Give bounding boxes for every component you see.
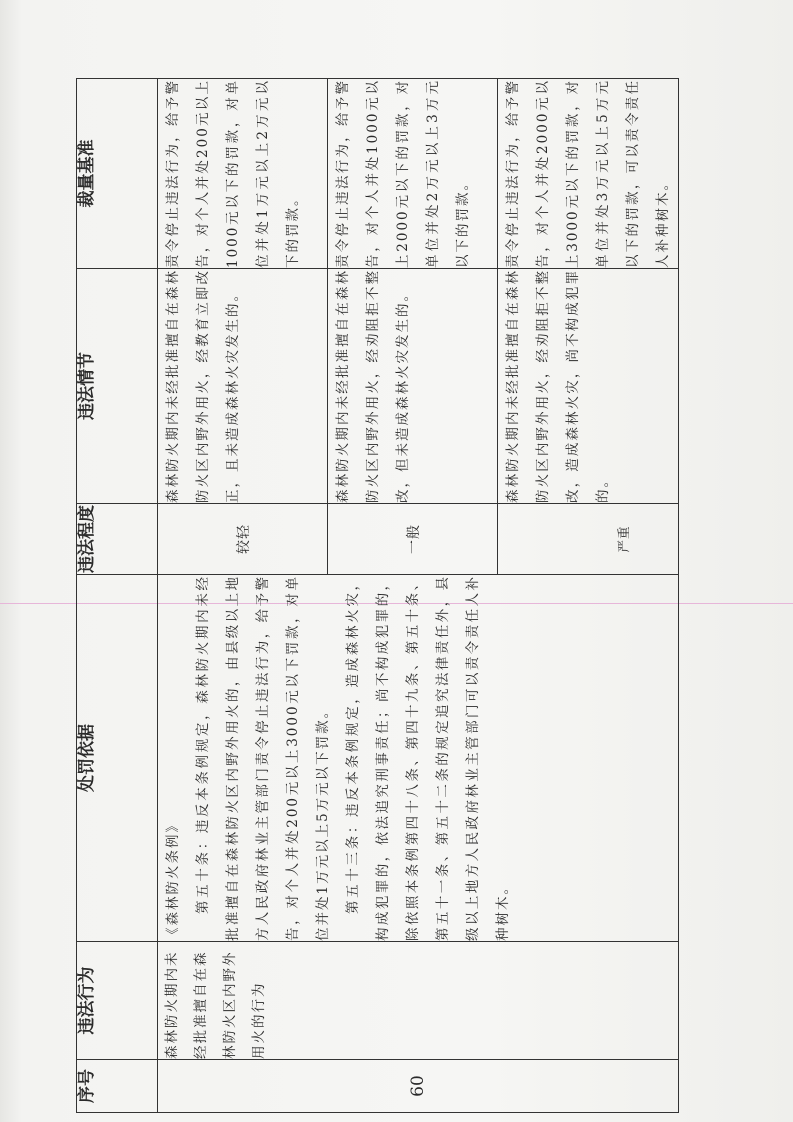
situation-general: 森林防火期内未经批准擅自在森林防火区内野外用火，经劝阻拒不整改，但未造成森林火灾发生的。 — [328, 269, 498, 504]
header-situation: 违法情节 — [77, 269, 158, 504]
penalty-discretion-table — [76, 78, 679, 1113]
law-title: 《森林防火条例》 — [165, 817, 181, 941]
rotated-table-container — [76, 79, 671, 1113]
situation-severe: 森林防火期内未经批准擅自在森林防火区内野外用火，经劝阻拒不整改，造成森林火灾，尚不构成犯罪的。 — [498, 269, 679, 504]
standard-severe: 责令停止违法行为，给予警告，对个人并处2000元以上3000元以下的罚款，对单位并处3万元以上5万元以下的罚款，可以责令责任人补种树木。 — [498, 79, 679, 269]
degree-severe-cell — [498, 504, 679, 575]
header-seq: 序号 — [77, 1060, 158, 1113]
degree-general: 一般 — [328, 504, 498, 575]
standard-general: 责令停止违法行为，给予警告，对个人并处1000元以上2000元以下的罚款，对单位并处2万元以上3万元以下的罚款。 — [328, 79, 498, 269]
header-row — [77, 79, 158, 1113]
degree-severe: 严重 — [616, 525, 631, 553]
situation-minor: 森林防火期内未经批准擅自在森林防火区内野外用火，经教育立即改正，且未造成森林火灾发生的。 — [158, 269, 328, 504]
penalty-basis-cell — [158, 575, 679, 942]
standard-minor: 责令停止违法行为，给予警告，对个人并处200元以上1000元以下的罚款，对单位并处1万元以上2万元以下的罚款。 — [158, 79, 328, 269]
seq-cell: 60 — [158, 1060, 679, 1113]
degree-minor: 较轻 — [158, 504, 328, 575]
header-standard: 裁量基准 — [77, 79, 158, 269]
header-degree: 违法程度 — [77, 504, 158, 575]
table-row — [158, 79, 328, 1113]
article-50: 第五十条：违反本条例规定，森林防火期内未经批准擅自在森林防火区内野外用火的，由县级以上地方人民政府林业主管部门责令停止违法行为，给予警告，对个人并处200元以上3000元以下罚款，对单位并处1万元以上5万元以下罚款。 — [195, 575, 331, 941]
header-act: 违法行为 — [77, 942, 158, 1060]
header-basis: 处罚依据 — [77, 575, 158, 942]
violation-act-cell: 森林防火期内未经批准擅自在森林防火区内野外用火的行为 — [158, 942, 679, 1060]
article-53: 第五十三条：违反本条例规定，造成森林火灾，构成犯罪的，依法追究刑事责任；尚不构成犯罪的，除依照本条例第四十八条、第四十九条、第五十条、第五十一条、第五十二条的规定追究法律责任外，县级以上地方人民政府林业主管部门可以责令责任人补种树木。 — [345, 575, 511, 941]
